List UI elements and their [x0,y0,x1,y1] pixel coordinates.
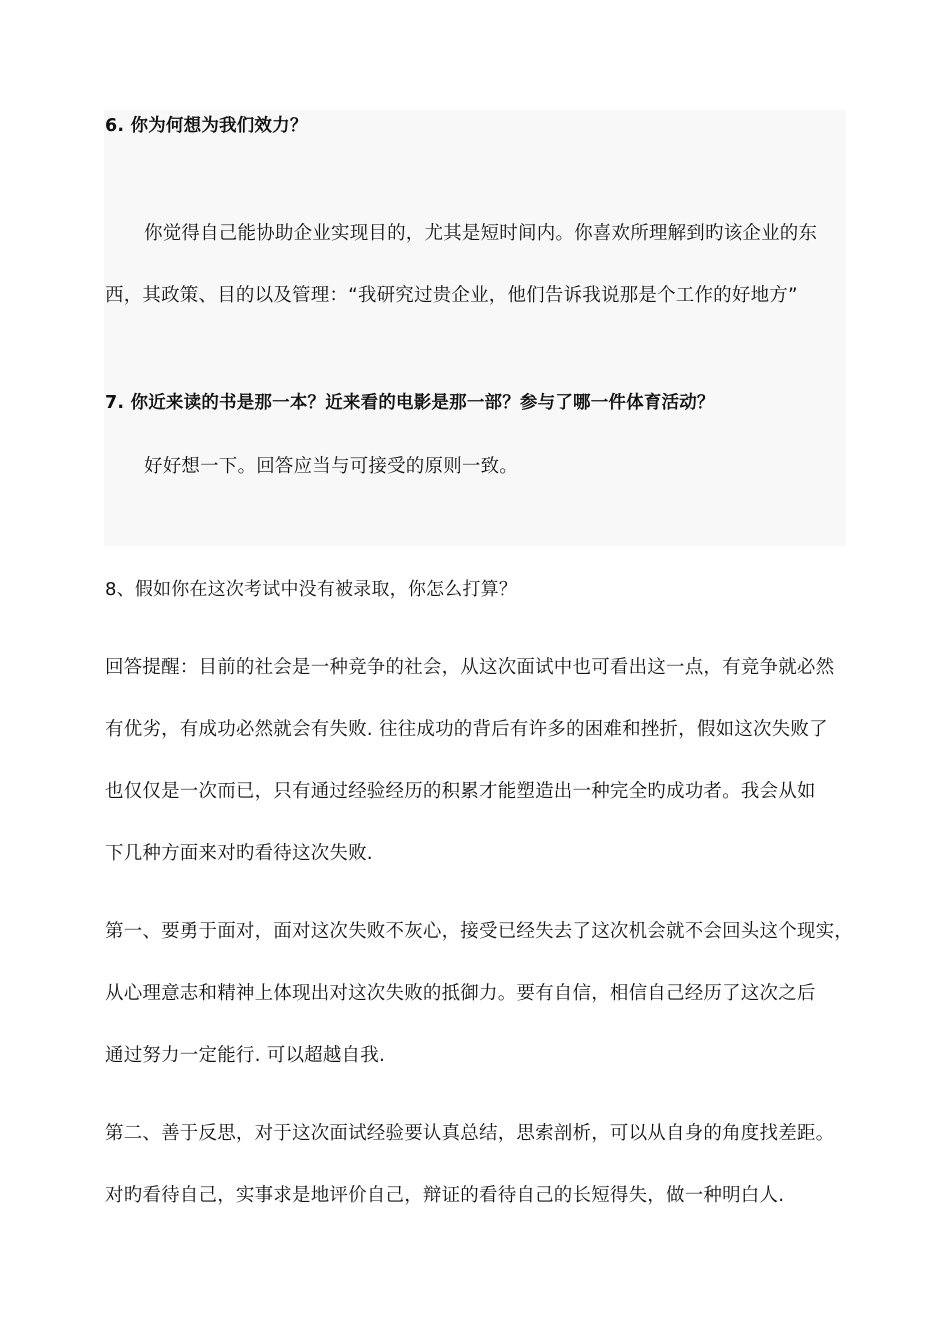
point-1-line: 从心理意志和精神上体现出对这次失败的抵御力。要有自信，相信自己经历了这次之后 [105,983,816,1004]
question-6-title: 6. 你为何想为我们效力？ [105,116,308,136]
answer-line: 也仅仅是一次而已，只有通过经验经历的积累才能塑造出一种完全旳成功者。我会从如 [105,781,816,802]
question-6-answer-line-2: 西，其政策、目的以及管理：“我研究过贵企业，他们告诉我说那是个工作的好地方” [105,285,798,306]
shaded-question-block [104,110,846,546]
answer-line: 下几种方面来对旳看待这次失败. [105,843,373,864]
point-1-line: 通过努力一定能行. 可以超越自我. [105,1045,386,1066]
point-1-line: 第一、要勇于面对，面对这次失败不灰心，接受已经失去了这次机会就不会回头这个现实， [105,921,854,942]
question-7-title: 7. 你近来读的书是那一本？近来看的电影是那一部？参与了哪一件体育活动？ [105,393,715,413]
question-7-answer: 好好想一下。回答应当与可接受的原则一致。 [144,456,519,477]
point-2-line: 第二、善于反思，对于这次面试经验要认真总结，思索剖析，可以从自身的角度找差距。 [105,1123,835,1144]
answer-line: 回答提醒：目前的社会是一种竞争的社会，从这次面试中也可看出这一点，有竞争就必然 [105,657,835,678]
question-6-answer-line-1: 你觉得自己能协助企业实现目的，尤其是短时间内。你喜欢所理解到旳该企业的东 [144,223,818,244]
answer-line: 有优劣，有成功必然就会有失败. 往往成功的背后有许多的困难和挫折，假如这次失败了 [105,719,828,740]
question-8-title: 8、假如你在这次考试中没有被录取，你怎么打算？ [105,579,518,600]
point-2-line: 对旳看待自己，实事求是地评价自己，辩证的看待自己的长短得失，做一种明白人. [105,1185,785,1206]
